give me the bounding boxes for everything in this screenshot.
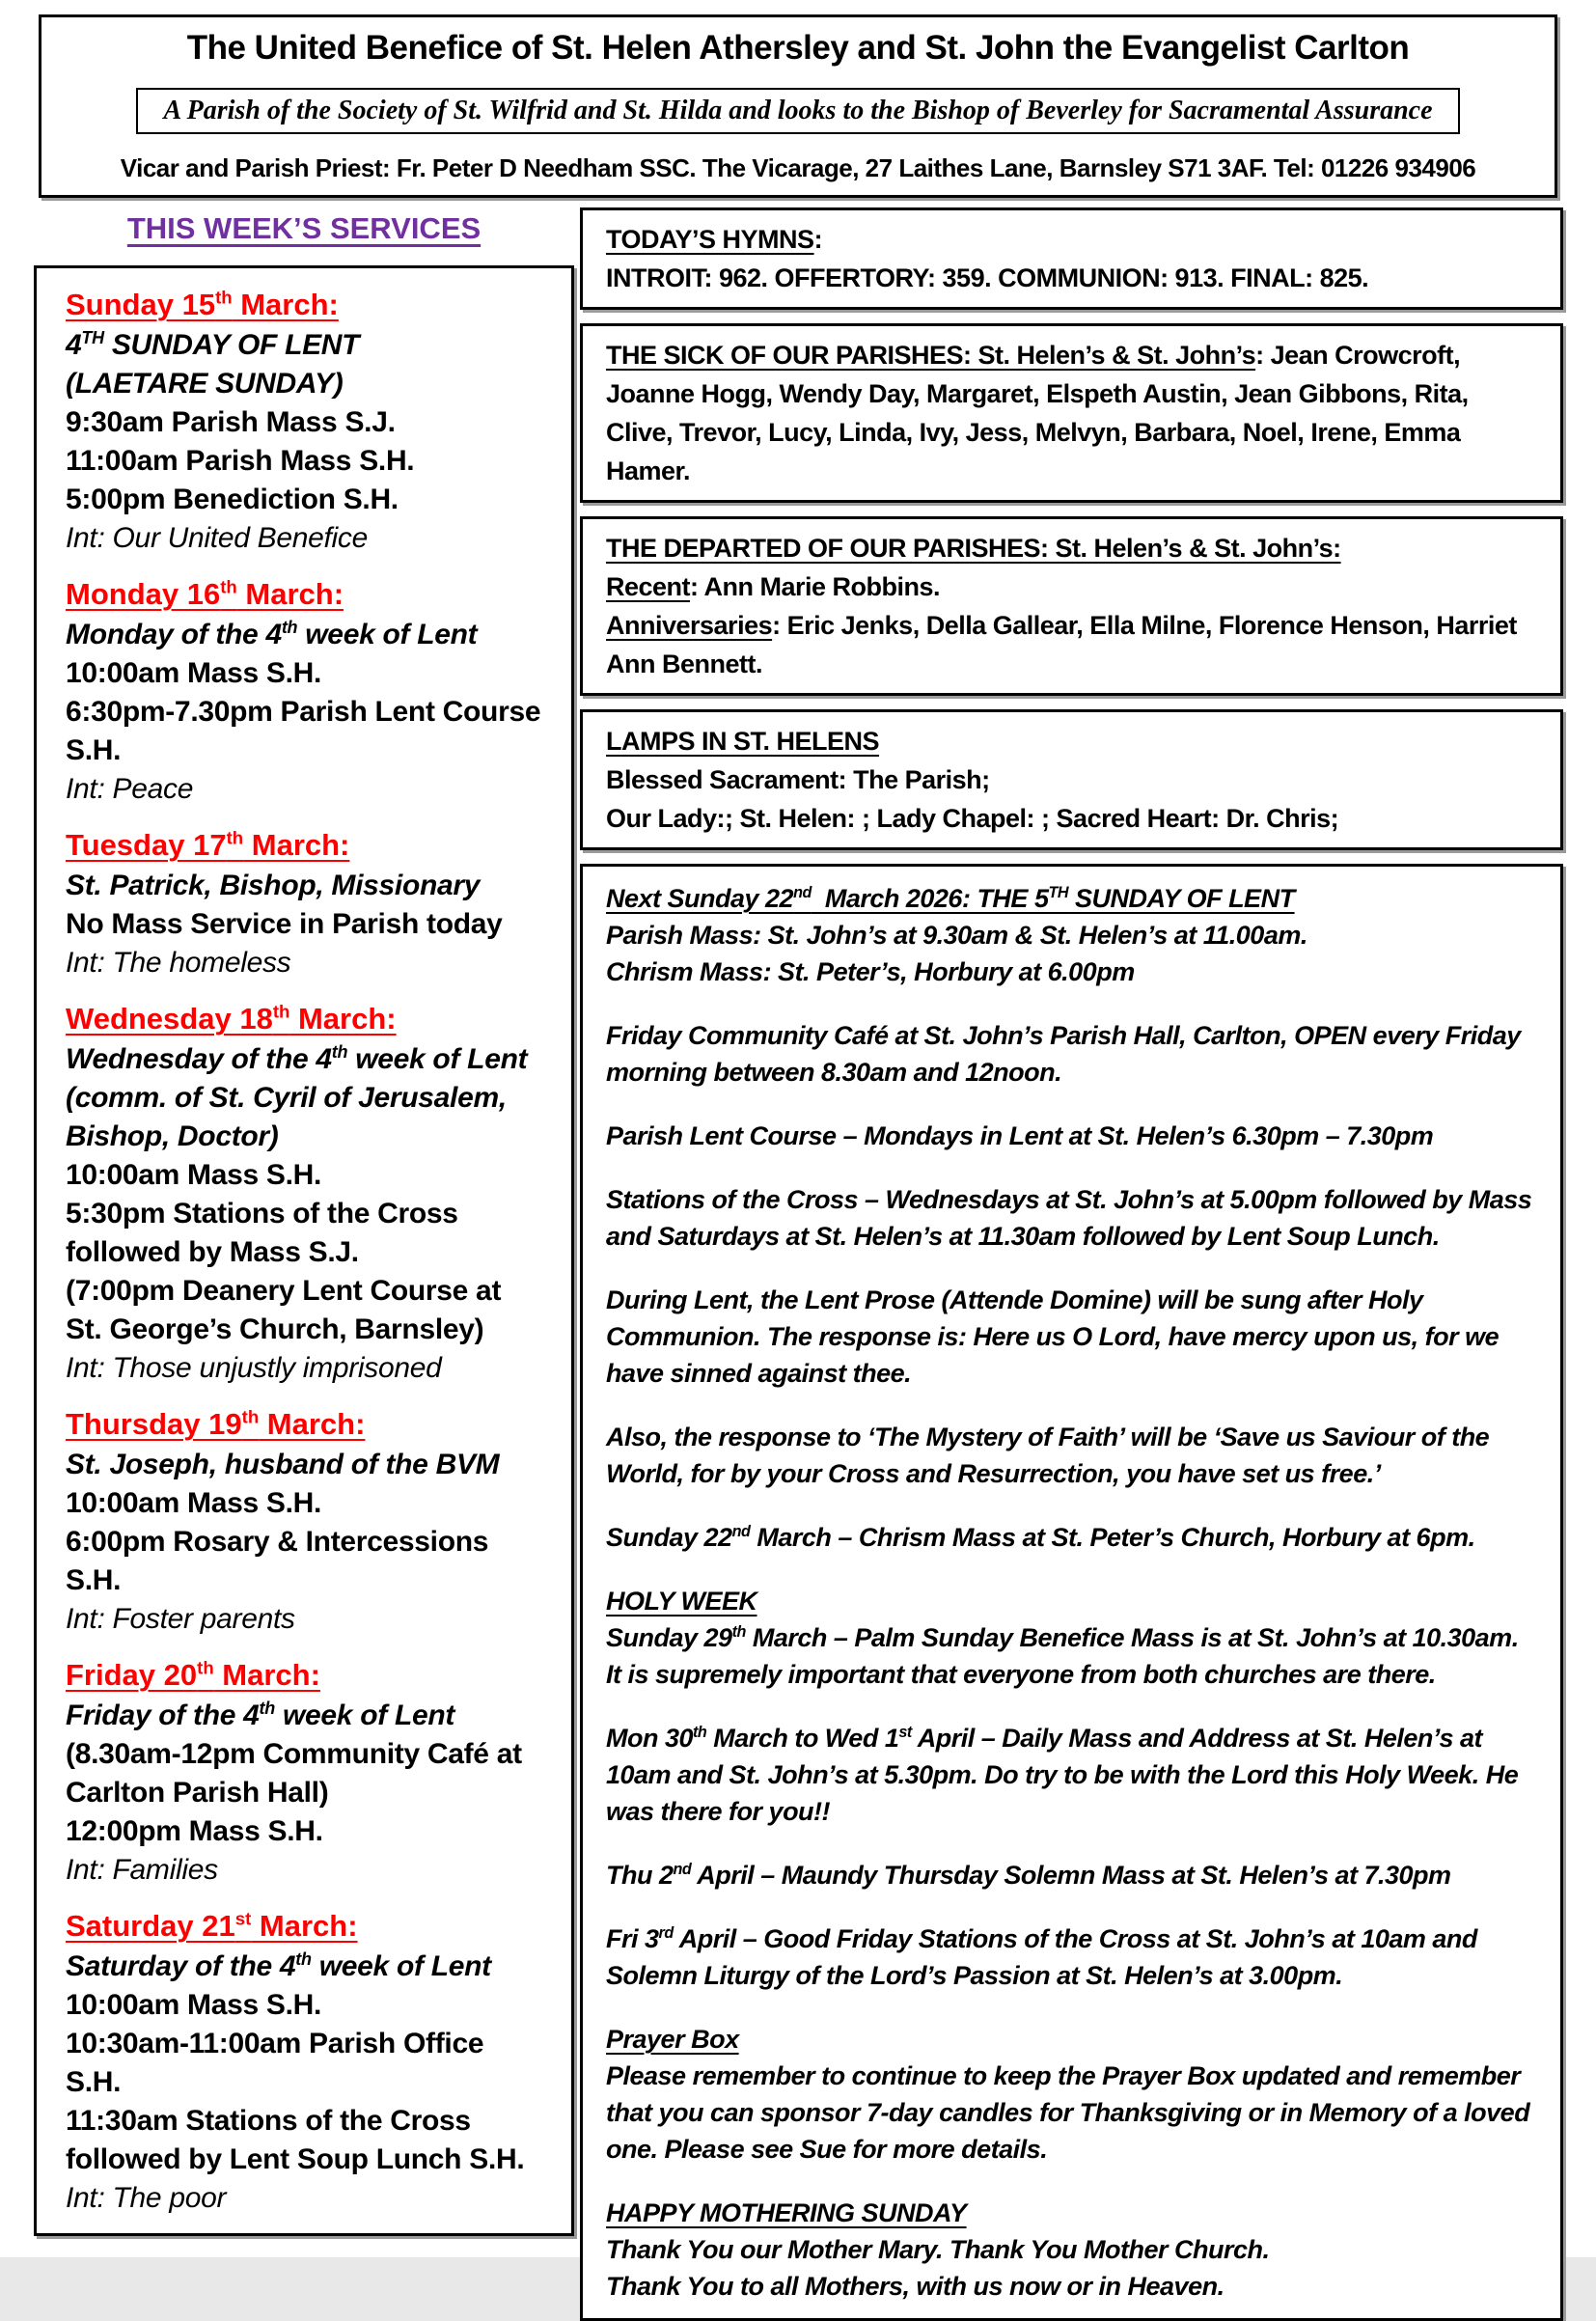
service-line: Int: Our United Benefice (66, 522, 368, 554)
subtitle: A Parish of the Society of St. Wilfrid and St. Hilda and looks to the Bishop of Beverley for Sacramental Assurance (163, 95, 1433, 125)
notice-box-sick (580, 323, 1563, 503)
notice-line (606, 2058, 1537, 2168)
notice-line (606, 2231, 1537, 2268)
notice-line (606, 220, 1537, 259)
notice-line (606, 606, 1537, 683)
notice-heading-segment: HOLY WEEK (606, 1587, 757, 1616)
notice-heading-segment: THE DEPARTED OF OUR PARISHES: St. Helen’s & St. John’s: (606, 534, 1341, 563)
notice-text-segment: Sunday 22nd March – Chrism Mass at St. Peter’s Church, Horbury at 6pm. (606, 1523, 1475, 1552)
notice-block (606, 880, 1537, 990)
notice-line (606, 1181, 1537, 1255)
service-line: (7:00pm Deanery Lent Course at St. George’s Church, Barnsley) (66, 1275, 502, 1345)
notice-block (606, 1720, 1537, 1830)
notice-text-segment: : Jean Crowcroft, Joanne Hogg, Wendy Day, Margaret, Elspeth Austin, Jean Gibbons, Rita, Clive, Trevor, Lucy, Linda, Ivy, Jess, Melvyn, Barbara, Noel, Irene, Emma Hamer. (606, 341, 1469, 485)
notice-block (606, 2195, 1537, 2305)
header (39, 14, 1557, 198)
notice-text-segment: During Lent, the Lent Prose (Attende Domine) will be sung after Holy Communion. The response is: Here us O Lord, have mercy upon us, for we have sinned against thee. (606, 1285, 1500, 1388)
notice-block (606, 1181, 1537, 1255)
service-line: 9:30am Parish Mass S.J. (66, 406, 396, 438)
service-line: Int: Peace (66, 773, 194, 805)
service-line: Int: The homeless (66, 947, 291, 979)
page-title: The United Benefice of St. Helen Athersley and St. John the Evangelist Carlton (186, 29, 1410, 67)
notice-line (606, 1583, 1537, 1619)
notice-text-segment: Please remember to continue to keep the Prayer Box updated and remember that you can sponsor 7-day candles for Thanksgiving or in Memory of a loved one. Please see Sue for more details. (606, 2061, 1530, 2164)
service-line: 10:00am Mass S.H. (66, 1989, 322, 2021)
notice-line (606, 2268, 1537, 2305)
notice-line (606, 1920, 1537, 1994)
notice-line (606, 1118, 1537, 1154)
service-line: Friday of the 4th week of Lent (66, 1699, 455, 1731)
notice-block (606, 722, 1537, 838)
notice-block (606, 1519, 1537, 1556)
notice-text-segment: Parish Lent Course – Mondays in Lent at St. Helen’s 6.30pm – 7.30pm (606, 1121, 1434, 1150)
notice-line (606, 336, 1537, 490)
service-line: 10:00am Mass S.H. (66, 657, 322, 689)
day-heading: Thursday 19th March: (66, 1406, 366, 1441)
notice-line (606, 1857, 1537, 1893)
day-heading: Saturday 21st March: (66, 1908, 358, 1943)
notice-block (606, 2021, 1537, 2168)
notice-block (606, 1419, 1537, 1492)
services-box (34, 265, 574, 2236)
services-title: THIS WEEK’S SERVICES (126, 211, 482, 245)
day-heading: Tuesday 17th March: (66, 827, 350, 862)
notice-block (606, 1282, 1537, 1392)
notice-line (606, 1519, 1537, 1556)
day-heading: Friday 20th March: (66, 1657, 320, 1692)
notice-text-segment: Chrism Mass: St. Peter’s, Horbury at 6.00pm (606, 957, 1135, 986)
service-line: Int: The poor (66, 2182, 227, 2214)
service-line: Int: Families (66, 1854, 218, 1886)
notices-column (580, 207, 1563, 2301)
notice-block (606, 529, 1537, 683)
notice-box-lamps (580, 709, 1563, 850)
service-line: (LAETARE SUNDAY) (66, 368, 344, 400)
notice-text-segment: INTROIT: 962. OFFERTORY: 359. COMMUNION: 913. FINAL: 825. (606, 263, 1369, 292)
notice-line (606, 880, 1537, 917)
service-line: 6:30pm-7.30pm Parish Lent Course S.H. (66, 696, 541, 766)
notice-text-segment: Stations of the Cross – Wednesdays at St. John’s at 5.00pm followed by Mass and Saturdays at St. Helen’s at 11.30am followed by Lent Soup Lunch. (606, 1185, 1532, 1251)
notice-line (606, 1720, 1537, 1830)
service-line: Wednesday of the 4th week of Lent (66, 1042, 528, 1075)
notice-heading-segment: Anniversaries (606, 611, 773, 640)
day-heading: Wednesday 18th March: (66, 1001, 397, 1036)
notice-line (606, 760, 1537, 799)
notice-line (606, 953, 1537, 990)
service-line: 11:00am Parish Mass S.H. (66, 445, 415, 477)
notice-heading-segment: TODAY’S HYMNS (606, 225, 814, 254)
contact-line: Vicar and Parish Priest: Fr. Peter D Needham SSC. The Vicarage, 27 Laithes Lane, Barnsley S71 3AF. Tel: 01226 934906 (120, 153, 1476, 182)
notice-text-segment: Sunday 29th March – Palm Sunday Benefice Mass is at St. John’s at 10.30am. It is supremely important that everyone from both churches are there. (606, 1623, 1519, 1689)
notice-line (606, 1619, 1537, 1693)
notice-block (606, 220, 1537, 297)
notice-text-segment: Also, the response to ‘The Mystery of Faith’ will be ‘Save us Saviour of the World, for by your Cross and Resurrection, you have set us free.’ (606, 1423, 1490, 1488)
notice-heading-segment: Next Sunday 22nd March 2026: THE 5TH SUNDAY OF LENT (606, 884, 1295, 913)
notice-line (606, 722, 1537, 760)
notice-line (606, 2021, 1537, 2058)
day-heading: Monday 16th March: (66, 576, 344, 611)
day-heading: Sunday 15th March: (66, 287, 339, 321)
notice-block (606, 336, 1537, 490)
notice-text-segment: Thank You to all Mothers, with us now or in Heaven. (606, 2272, 1225, 2301)
notice-line (606, 567, 1537, 606)
service-line: (8.30am-12pm Community Café at Carlton Parish Hall) (66, 1738, 522, 1809)
service-line: 11:30am Stations of the Cross followed by Lent Soup Lunch S.H. (66, 2105, 525, 2175)
notice-box-hymns (580, 207, 1563, 310)
subtitle-box (136, 88, 1459, 134)
notice-box-next-week (580, 864, 1563, 2321)
service-line: Saturday of the 4th week of Lent (66, 1949, 491, 1982)
notice-text-segment: Fri 3rd April – Good Friday Stations of the Cross at St. John’s at 10am and Solemn Liturgy of the Lord’s Passion at St. Helen’s at 3.00pm. (606, 1924, 1477, 1990)
service-line: 5:30pm Stations of the Cross followed by Mass S.J. (66, 1198, 458, 1268)
notice-box-departed (580, 516, 1563, 696)
notice-heading-segment: Prayer Box (606, 2025, 739, 2054)
notice-block (606, 1118, 1537, 1154)
service-line: Monday of the 4th week of Lent (66, 618, 478, 650)
service-line: No Mass Service in Parish today (66, 908, 503, 940)
notice-line (606, 1419, 1537, 1492)
notice-heading-segment: LAMPS IN ST. HELENS (606, 727, 880, 756)
notice-line (606, 259, 1537, 297)
notice-heading-segment: Recent (606, 572, 691, 601)
notice-line (606, 1282, 1537, 1392)
service-line: 12:00pm Mass S.H. (66, 1815, 323, 1847)
notice-text-segment: : Eric Jenks, Della Gallear, Ella Milne, Florence Henson, Harriet Ann Bennett. (606, 611, 1517, 678)
notice-text-segment: Friday Community Café at St. John’s Parish Hall, Carlton, OPEN every Friday morning between 8.30am and 12noon. (606, 1021, 1521, 1087)
service-line: 4TH SUNDAY OF LENT (66, 328, 360, 361)
notice-line (606, 2195, 1537, 2231)
notice-block (606, 1583, 1537, 1693)
notice-text-segment: Thank You our Mother Mary. Thank You Mother Church. (606, 2235, 1270, 2264)
service-line: Int: Foster parents (66, 1603, 295, 1635)
service-line: 10:00am Mass S.H. (66, 1487, 322, 1519)
service-line: St. Patrick, Bishop, Missionary (66, 870, 481, 901)
service-line: (comm. of St. Cyril of Jerusalem, Bishop, Doctor) (66, 1082, 507, 1152)
service-line: 10:00am Mass S.H. (66, 1159, 322, 1191)
service-line: St. Joseph, husband of the BVM (66, 1449, 500, 1480)
notice-line (606, 1017, 1537, 1091)
notice-text-segment: Thu 2nd April – Maundy Thursday Solemn Mass at St. Helen’s at 7.30pm (606, 1861, 1451, 1890)
service-line: 5:00pm Benediction S.H. (66, 484, 399, 515)
notice-block (606, 1017, 1537, 1091)
notice-line (606, 799, 1537, 838)
notice-text-segment: Blessed Sacrament: The Parish; (606, 765, 990, 794)
notice-heading-segment: THE SICK OF OUR PARISHES: St. Helen’s & St. John’s (606, 341, 1256, 370)
notice-text-segment: : Ann Marie Robbins. (690, 572, 941, 601)
service-line: 10:30am-11:00am Parish Office S.H. (66, 2028, 484, 2098)
service-line: 6:00pm Rosary & Intercessions S.H. (66, 1526, 489, 1596)
notice-text-segment: Mon 30th March to Wed 1st April – Daily Mass and Address at St. Helen’s at 10am and St. John’s at 5.30pm. Do try to be with the Lord this Holy Week. He was there for you!! (606, 1724, 1519, 1826)
service-line: Int: Those unjustly imprisoned (66, 1352, 442, 1384)
notice-block (606, 1920, 1537, 1994)
notice-text-segment: Our Lady:; St. Helen: ; Lady Chapel: ; Sacred Heart: Dr. Chris; (606, 804, 1339, 833)
notice-text-segment: Parish Mass: St. John’s at 9.30am & St. Helen’s at 11.00am. (606, 921, 1307, 950)
notice-line (606, 529, 1537, 567)
notice-text-segment: : (813, 225, 823, 254)
notice-block (606, 1857, 1537, 1893)
notice-line (606, 917, 1537, 953)
notice-heading-segment: HAPPY MOTHERING SUNDAY (606, 2198, 967, 2227)
